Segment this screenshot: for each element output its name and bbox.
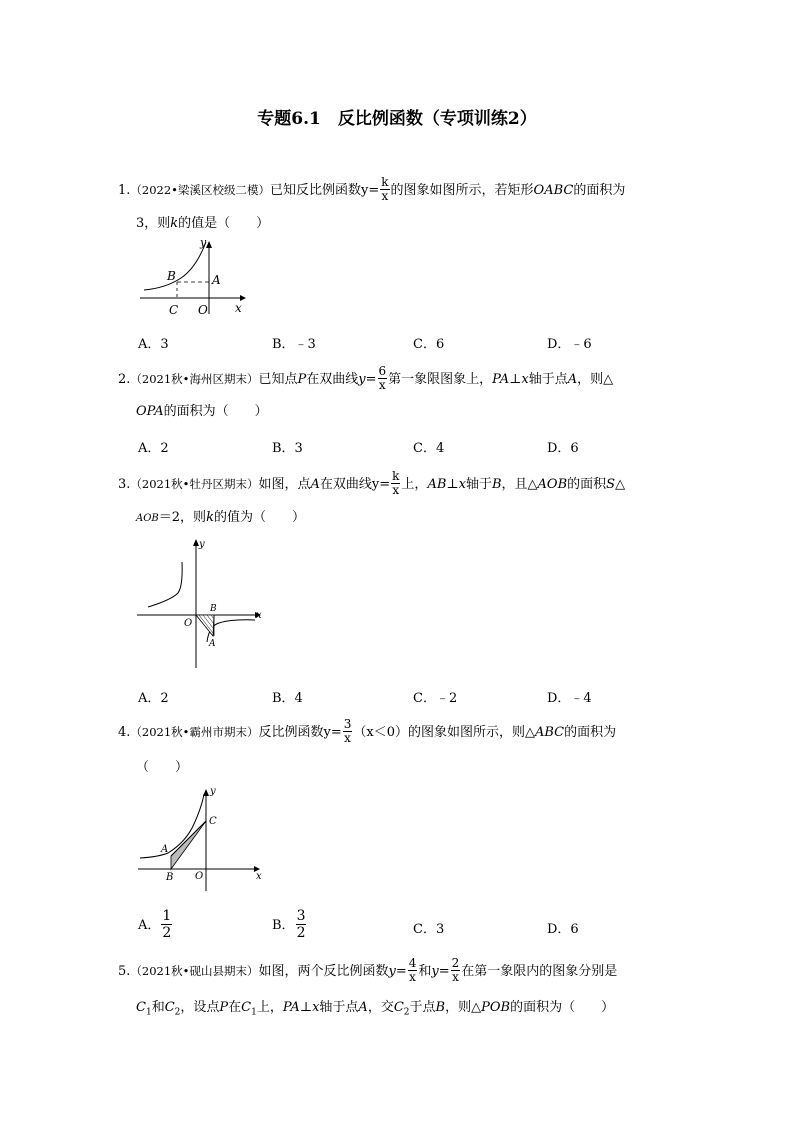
question-text: 的值为（ ）: [213, 510, 305, 525]
math-var: P: [297, 372, 307, 387]
equation-lhs: y=: [360, 183, 380, 198]
math-var: OABC: [533, 183, 574, 198]
question-text: 在双曲线: [306, 372, 359, 387]
question-text: 上，: [256, 1000, 283, 1015]
point-label: O: [184, 618, 193, 629]
question-text: 的图象如图所示，若矩形: [390, 183, 534, 198]
question-5-line-2: [136, 998, 614, 1023]
option-c[interactable]: C．4: [413, 441, 445, 456]
question-number: 2.: [118, 372, 131, 387]
numerator: 2: [451, 956, 460, 970]
math-subscript: 1: [145, 1007, 152, 1018]
point-label: C: [169, 303, 179, 317]
question-text: 的面积为（ ）: [163, 404, 268, 419]
question-text: ＝2，则: [158, 510, 207, 525]
point-label: B: [210, 604, 217, 614]
option-b[interactable]: B．3: [272, 441, 303, 456]
fraction: [296, 908, 307, 941]
question-source: （2021秋•牡丹区期末）: [130, 477, 259, 491]
math-var: C: [393, 1000, 404, 1015]
question-2-line-1: [118, 366, 613, 393]
option-a[interactable]: [138, 909, 173, 942]
math-subscript: 2: [403, 1007, 410, 1018]
hyperbola-curve: [140, 794, 204, 858]
shaded-triangle: [171, 821, 206, 869]
option-a[interactable]: A．2: [138, 441, 169, 456]
point-label: B: [167, 269, 176, 283]
question-number: 1.: [118, 183, 131, 198]
math-var: ABC: [534, 725, 565, 740]
math-var: P: [219, 1000, 229, 1015]
question-text: 的面积: [567, 477, 607, 492]
math-var: OPA: [136, 404, 164, 419]
numerator: 3: [296, 908, 306, 924]
question-text: 的值是（ ）: [178, 216, 270, 231]
fraction: [161, 908, 172, 941]
option-letter: A．: [138, 918, 161, 933]
question-text: 反比例函数: [258, 725, 324, 740]
denominator: x: [452, 970, 459, 984]
point-label: A: [161, 844, 169, 855]
question-text: 已知反比例函数: [269, 183, 361, 198]
question-4-line-1: [118, 719, 616, 746]
denominator: x: [381, 189, 389, 203]
option-d[interactable]: D．6: [547, 922, 579, 937]
math-subscript: AOB: [136, 513, 159, 524]
question-text: 如图，两个反比例函数: [258, 964, 389, 979]
numerator: 6: [378, 364, 387, 378]
math-var: k: [206, 510, 214, 525]
question-4-line-2: （ ）: [136, 760, 189, 775]
equation-lhs: y=: [388, 964, 407, 979]
question-source: （2022•梁溪区校级二模）: [130, 183, 270, 197]
math-var: C: [241, 1000, 252, 1015]
question-text: 上，: [401, 477, 428, 492]
math-var: A: [358, 1000, 368, 1015]
point-label: C: [209, 816, 217, 827]
question-number: 3.: [118, 477, 131, 492]
question-text: 于点: [409, 1000, 436, 1015]
question-text: 的图象如图所示，则△: [407, 725, 535, 740]
math-var: A: [567, 372, 578, 387]
question-text: ，设点: [180, 1000, 220, 1015]
math-symbol: ⊥: [509, 372, 522, 387]
fraction: [378, 365, 388, 392]
option-b[interactable]: B．4: [272, 691, 303, 706]
question-text: 在: [228, 1000, 242, 1015]
numerator: k: [392, 469, 400, 483]
question-1-line-1: [118, 177, 625, 204]
axis-label-y: y: [199, 539, 205, 550]
option-a[interactable]: A．3: [138, 337, 169, 352]
denominator: 2: [296, 925, 306, 941]
question-number: 4.: [118, 725, 131, 740]
question-text: 已知点: [258, 372, 298, 387]
question-text: 3，则: [136, 216, 171, 231]
line-ac: [171, 821, 206, 856]
hyperbola-branch-left: [148, 562, 182, 607]
question-2-line-2: [136, 402, 268, 422]
question-text: 和: [418, 964, 432, 979]
axis-label-x: x: [256, 610, 262, 621]
math-var: B: [435, 1000, 446, 1015]
fraction: [408, 957, 418, 984]
question-text: 第一象限图象上，: [388, 372, 493, 387]
math-var: POB: [481, 1000, 511, 1015]
question-text: 在第一象限内的图象分别是: [461, 964, 618, 979]
math-var: AOB: [537, 477, 568, 492]
equation-lhs: y=: [431, 964, 450, 979]
point-label: O: [198, 303, 208, 317]
question-3-line-1: [118, 471, 625, 498]
math-var: x: [521, 372, 529, 387]
math-var: C: [136, 1000, 146, 1015]
fraction: [391, 470, 400, 497]
math-var: A: [310, 477, 320, 492]
denominator: x: [392, 483, 400, 497]
question-text: ，且△: [501, 477, 538, 492]
question-text: 和: [151, 1000, 165, 1015]
option-d[interactable]: D．6: [547, 441, 579, 456]
math-var: k: [170, 216, 179, 231]
math-subscript: 1: [251, 1007, 257, 1018]
point-label: A: [209, 639, 216, 649]
denominator: x: [344, 731, 351, 745]
question-4-figure: [136, 786, 266, 896]
math-var: B: [491, 477, 502, 492]
denominator: 2: [162, 925, 172, 941]
option-c[interactable]: C．﹣2: [413, 691, 458, 706]
question-1-figure: [136, 238, 256, 318]
question-text: 在双曲线: [319, 477, 372, 492]
question-source: （2021秋•霸州市期末）: [130, 725, 259, 739]
numerator: 3: [343, 717, 352, 731]
point-label: O: [195, 871, 204, 882]
option-d[interactable]: D．﹣4: [547, 691, 592, 706]
question-source: （2021秋•砚山县期末）: [130, 964, 259, 978]
question-source: （2021秋•海州区期末）: [130, 372, 259, 386]
question-text: ，交: [367, 1000, 394, 1015]
fraction: [343, 718, 353, 745]
denominator: x: [378, 378, 386, 392]
question-text: 的面积为: [564, 725, 617, 740]
equation-lhs: y=: [323, 725, 342, 740]
numerator: 1: [162, 908, 172, 924]
point-label: A: [212, 273, 221, 287]
question-3-line-2: [136, 508, 305, 529]
axis-label-x: x: [235, 301, 242, 315]
question-text: 如图，点: [258, 477, 311, 492]
axis-label-x: x: [256, 871, 262, 882]
fraction: [451, 957, 461, 984]
question-text: 的面积为: [573, 183, 626, 198]
numerator: 4: [408, 956, 417, 970]
option-a[interactable]: A．2: [138, 691, 169, 706]
question-text: ，则△: [445, 1000, 482, 1015]
option-d[interactable]: D．﹣6: [547, 337, 592, 352]
math-condition: （x＜0）: [353, 725, 408, 740]
equation-lhs: y=: [371, 477, 391, 492]
point-label: B: [166, 872, 174, 883]
math-symbol: ⊥: [299, 1000, 313, 1015]
math-var: x: [458, 477, 466, 492]
question-text: 轴于点: [319, 1000, 359, 1015]
math-var: AB: [427, 477, 447, 492]
math-var: x: [312, 1000, 320, 1015]
math-subscript: 2: [174, 1007, 181, 1018]
question-3-figure: [137, 536, 267, 676]
option-b[interactable]: B．﹣3: [272, 337, 316, 352]
equation-lhs: y=: [358, 372, 377, 387]
math-var: S: [606, 477, 616, 492]
question-text: 轴于: [465, 477, 492, 492]
option-c[interactable]: C．3: [413, 922, 445, 937]
page-title: 专题6.1 反比例函数（专项训练2）: [257, 109, 537, 129]
arrow-icon: [206, 241, 212, 248]
question-text: 的面积为（ ）: [510, 1000, 615, 1015]
math-symbol: △: [615, 477, 626, 492]
math-var: C: [164, 1000, 175, 1015]
question-text: ，则△: [577, 372, 614, 387]
option-c[interactable]: C．6: [413, 337, 445, 352]
axis-label-y: y: [210, 786, 216, 797]
question-5-line-1: [118, 958, 617, 985]
axis-label-y: y: [200, 236, 207, 249]
denominator: x: [409, 970, 416, 984]
question-text: 轴于点: [528, 372, 568, 387]
math-var: PA: [282, 1000, 300, 1015]
question-number: 5.: [118, 964, 131, 979]
question-1-line-2: [136, 214, 269, 234]
math-symbol: ⊥: [446, 477, 459, 492]
option-b[interactable]: [272, 909, 307, 942]
fraction: [380, 176, 389, 203]
option-letter: B．: [272, 918, 295, 933]
numerator: k: [381, 175, 389, 189]
math-var: PA: [492, 372, 510, 387]
